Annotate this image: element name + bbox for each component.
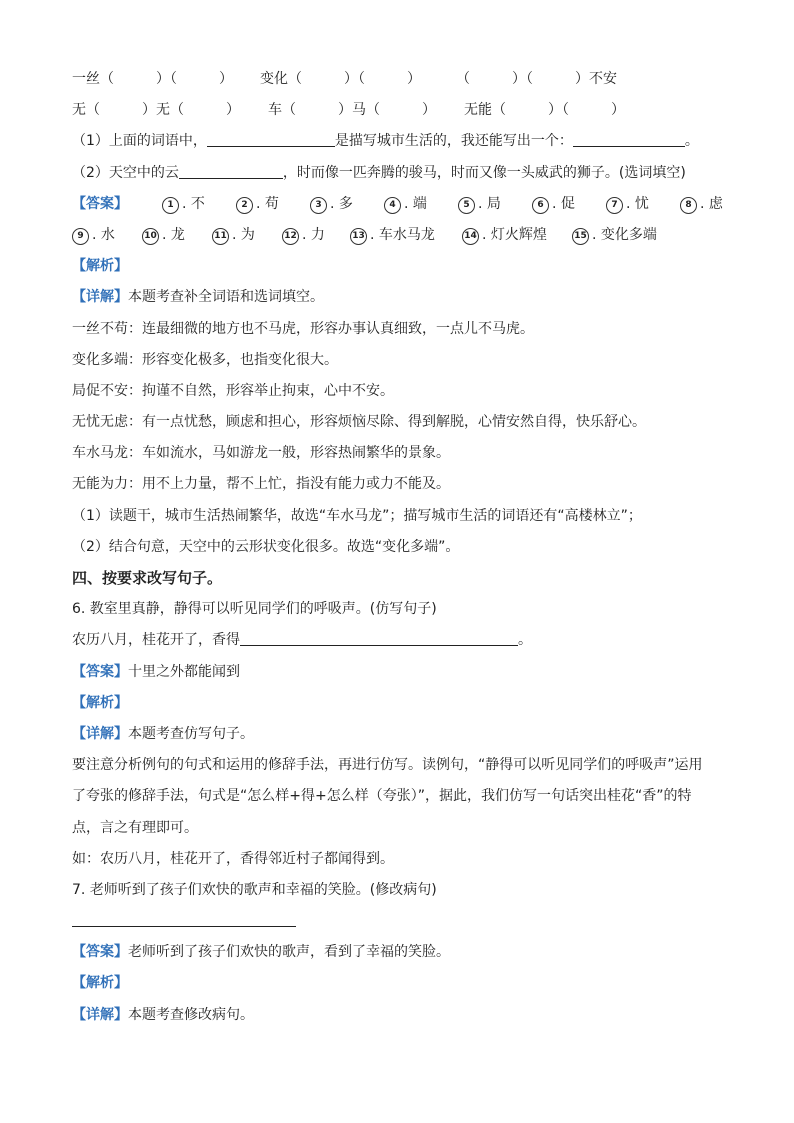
answer-text: . 变化多端 xyxy=(592,226,657,243)
circle-number: 11 xyxy=(212,228,229,245)
answer-text: . 水 xyxy=(92,226,115,243)
circle-number: 12 xyxy=(282,228,299,245)
answer-text: 十里之外都能闻到 xyxy=(128,663,240,680)
question-6-fill xyxy=(72,625,732,656)
analysis-tag: 【解析】 xyxy=(72,975,128,992)
explain-line: 局促不安：拘谨不自然，形容举止拘束，心中不安。 xyxy=(72,382,394,399)
question-1-suffix: 。 xyxy=(684,133,699,150)
question-1-blank-a[interactable] xyxy=(207,146,335,147)
section-heading: 四、按要求改写句子。 xyxy=(72,569,223,587)
question-6-suffix: 。 xyxy=(518,632,532,649)
question-2 xyxy=(72,158,732,189)
explain-line: 要注意分析例句的句式和运用的修辞手法，再进行仿写。读例句，“静得可以听见同学们的呼吸声”运用 xyxy=(72,757,703,774)
answer-item xyxy=(212,220,255,251)
question-1-blank-b[interactable] xyxy=(573,146,685,147)
question-7-fill xyxy=(72,906,732,937)
detail-text: 本题考查补全词语和选词填空。 xyxy=(128,289,324,306)
answer-item xyxy=(236,189,279,220)
answer-tag: 【答案】 xyxy=(72,663,128,680)
word-row-2 xyxy=(72,95,732,126)
answer-text: . 力 xyxy=(302,226,325,243)
circle-number: 15 xyxy=(572,228,589,245)
explain-line: （1）读题干，城市生活热闹繁华，故选“车水马龙”；描写城市生活的词语还有“高楼林立”； xyxy=(72,507,642,524)
answer-item xyxy=(350,220,435,251)
detail-line-7 xyxy=(72,1000,732,1031)
circle-number: 2 xyxy=(236,197,253,214)
circle-number: 4 xyxy=(384,197,401,214)
answer-item xyxy=(680,189,723,220)
word-blank-wuneng: 无能（ ）（ ） xyxy=(464,102,625,119)
word-blank-che-ma: 车（ ）马（ ） xyxy=(268,102,436,119)
question-7-prompt: 7. 老师听到了孩子们欢快的歌声和幸福的笑脸。(修改病句) xyxy=(72,881,437,898)
question-6-prefix: 农历八月，桂花开了，香得 xyxy=(72,632,240,649)
answer-text: . 多 xyxy=(330,195,353,212)
detail-tag: 【详解】 xyxy=(72,725,128,742)
explain-line: 一丝不苟：连最细微的地方也不马虎，形容办事认真细致，一点儿不马虎。 xyxy=(72,320,534,337)
circle-number: 9 xyxy=(72,228,89,245)
detail-text: 本题考查仿写句子。 xyxy=(128,725,254,742)
answer-item xyxy=(462,220,547,251)
circle-number: 14 xyxy=(462,228,479,245)
explain-line: 了夸张的修辞手法，句式是“怎么样+得+怎么样（夸张）”，据此，我们仿写一句话突出桂花“香”的特 xyxy=(72,788,692,805)
question-7-blank[interactable] xyxy=(72,926,296,927)
answer-text: . 局 xyxy=(478,195,501,212)
detail-line-1 xyxy=(72,282,732,313)
answer-item xyxy=(72,220,115,251)
question-7-answer xyxy=(72,937,732,968)
circle-number: 1 xyxy=(162,197,179,214)
answer-item xyxy=(572,220,657,251)
explain-line: 无忧无虑：有一点忧愁，顾虑和担心，形容烦恼尽除、得到解脱，心情安然自得，快乐舒心。 xyxy=(72,414,646,431)
explain-line: （2）结合句意，天空中的云形状变化很多。故选“变化多端”。 xyxy=(72,538,460,555)
question-1-prefix: （1）上面的词语中， xyxy=(72,133,207,150)
answer-tag: 【答案】 xyxy=(72,195,128,212)
answer-item xyxy=(310,189,353,220)
answer-tag: 【答案】 xyxy=(72,944,128,961)
question-1 xyxy=(72,126,732,157)
answer-item xyxy=(162,189,205,220)
document-page xyxy=(72,64,732,1031)
explain-line: 如：农历八月，桂花开了，香得邻近村子都闻得到。 xyxy=(72,850,394,867)
question-6-prompt: 6. 教室里真静，静得可以听见同学们的呼吸声。(仿写句子) xyxy=(72,601,437,618)
detail-tag: 【详解】 xyxy=(72,1006,128,1023)
answer-item xyxy=(606,189,649,220)
explain-line: 车水马龙：车如流水，马如游龙一般，形容热闹繁华的景象。 xyxy=(72,445,450,462)
detail-tag: 【详解】 xyxy=(72,289,128,306)
answer-text: . 促 xyxy=(552,195,575,212)
analysis-tag: 【解析】 xyxy=(72,694,128,711)
word-blank-yisi: 一丝（ ）（ ） xyxy=(72,71,233,87)
explain-line: 点，言之有理即可。 xyxy=(72,819,198,836)
word-blank-bianhua: 变化（ ）（ ） xyxy=(260,71,421,87)
answer-text: . 虑 xyxy=(700,195,723,212)
question-2-blank[interactable] xyxy=(179,178,283,179)
circle-number: 7 xyxy=(606,197,623,214)
answer-item xyxy=(384,189,427,220)
circle-number: 5 xyxy=(458,197,475,214)
circle-number: 13 xyxy=(350,228,367,245)
explain-line: 无能为力：用不上力量，帮不上忙，指没有能力或力不能及。 xyxy=(72,476,450,493)
circle-number: 10 xyxy=(142,228,159,245)
answer-item xyxy=(458,189,501,220)
question-1-middle: 是描写城市生活的，我还能写出一个： xyxy=(334,133,573,150)
explain-line: 变化多端：形容变化极多，也指变化很大。 xyxy=(72,351,338,368)
answer-text: . 忧 xyxy=(626,195,649,212)
circle-number: 3 xyxy=(310,197,327,214)
analysis-tag: 【解析】 xyxy=(72,258,128,275)
circle-number: 8 xyxy=(680,197,697,214)
answer-text: . 不 xyxy=(182,195,205,212)
answer-text: . 灯火辉煌 xyxy=(482,226,547,243)
answer-text: . 龙 xyxy=(162,226,185,243)
question-2-suffix: ，时而像一匹奔腾的骏马，时而又像一头威武的狮子。(选词填空) xyxy=(282,164,686,181)
word-blank-wu: 无（ ）无（ ） xyxy=(72,102,240,119)
answer-item xyxy=(142,220,185,251)
word-row-1 xyxy=(72,64,732,95)
detail-line-6 xyxy=(72,719,732,750)
answer-row-2 xyxy=(72,220,732,251)
answer-text: . 为 xyxy=(232,226,255,243)
answer-item xyxy=(532,189,575,220)
question-6-answer xyxy=(72,657,732,688)
question-2-prefix: （2）天空中的云 xyxy=(72,164,179,181)
answer-item xyxy=(282,220,325,251)
detail-text: 本题考查修改病句。 xyxy=(128,1006,254,1023)
answer-row-1 xyxy=(72,189,732,220)
answer-text: . 苟 xyxy=(256,195,279,212)
answer-text: . 车水马龙 xyxy=(370,226,435,243)
circle-number: 6 xyxy=(532,197,549,214)
word-blank-buan: （ ）（ ）不安 xyxy=(456,71,617,87)
answer-text: 老师听到了孩子们欢快的歌声，看到了幸福的笑脸。 xyxy=(128,944,450,961)
answer-text: . 端 xyxy=(404,195,427,212)
question-6-blank[interactable] xyxy=(240,645,518,646)
